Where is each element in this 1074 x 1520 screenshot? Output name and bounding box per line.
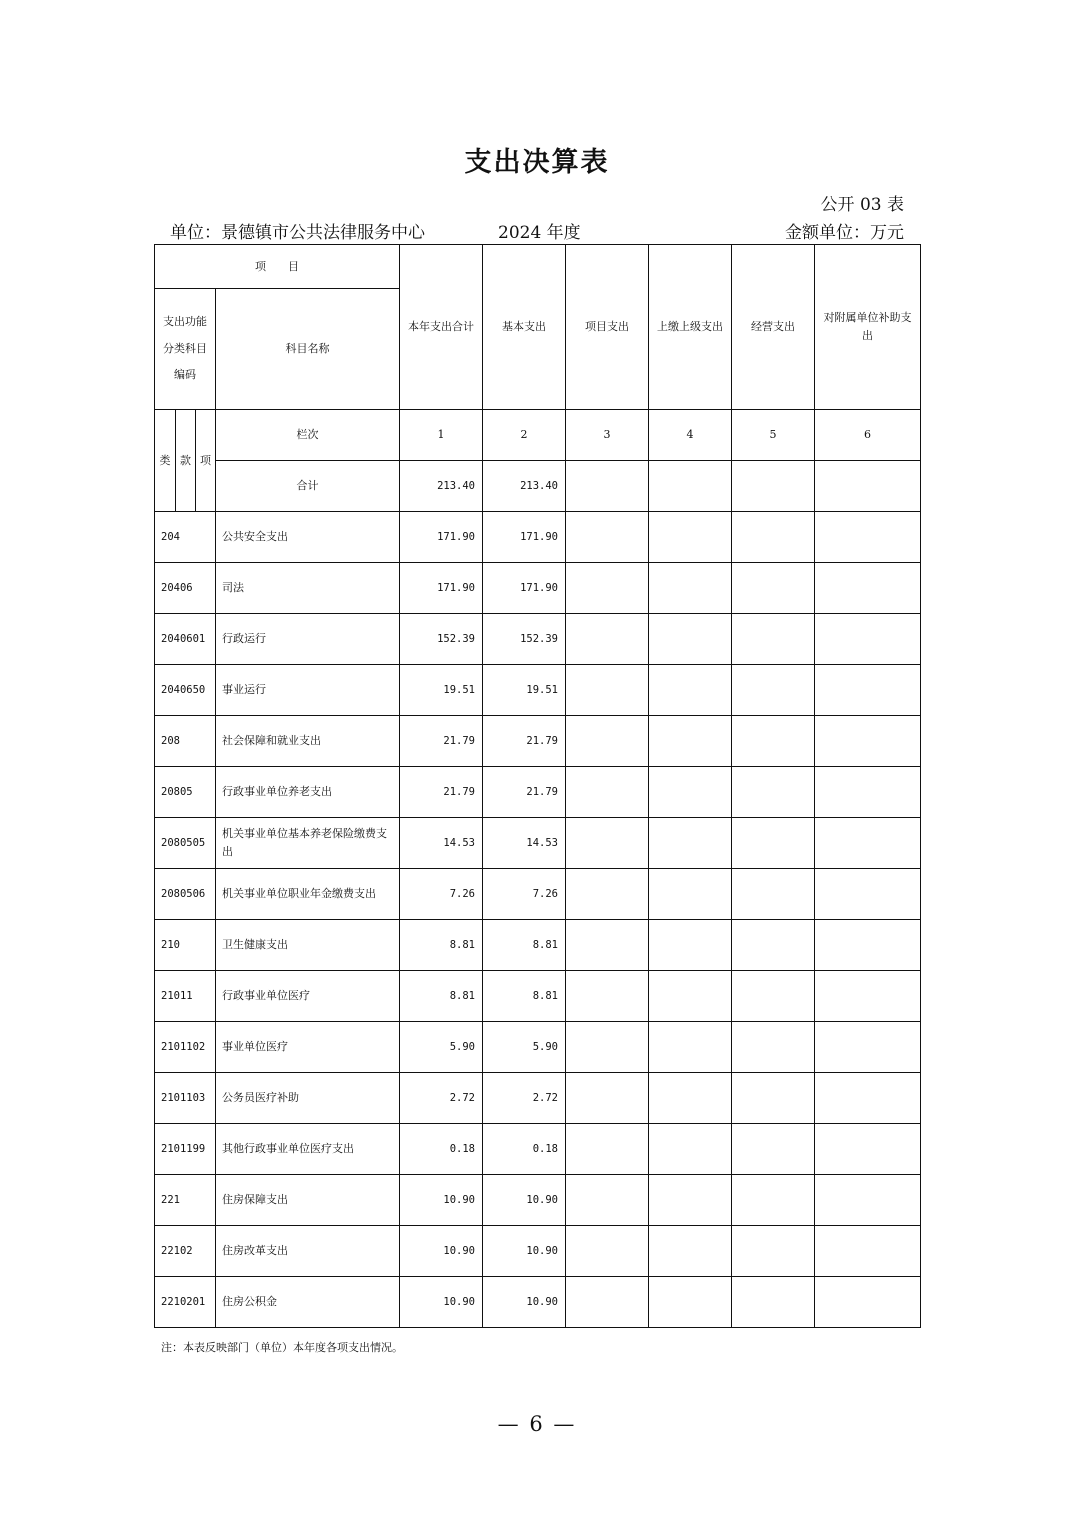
col-index-3: 3	[566, 410, 649, 461]
row-basic: 8.81	[483, 971, 566, 1022]
row-basic: 14.53	[483, 818, 566, 869]
row-basic: 21.79	[483, 767, 566, 818]
row-total: 10.90	[400, 1175, 483, 1226]
row-total: 2.72	[400, 1073, 483, 1124]
row-name: 司法	[216, 563, 400, 614]
row-name: 住房保障支出	[216, 1175, 400, 1226]
row-upper	[649, 512, 732, 563]
header-lei: 类	[155, 410, 176, 512]
total-row-project	[566, 461, 649, 512]
row-name: 住房改革支出	[216, 1226, 400, 1277]
table-note: 注：本表反映部门（单位）本年度各项支出情况。	[161, 1341, 403, 1354]
row-total: 7.26	[400, 869, 483, 920]
form-number: 公开 03 表	[820, 195, 904, 215]
row-name: 行政事业单位养老支出	[216, 767, 400, 818]
row-business	[732, 563, 815, 614]
header-basic: 基本支出	[483, 245, 566, 410]
row-project	[566, 563, 649, 614]
row-basic: 10.90	[483, 1226, 566, 1277]
row-total: 10.90	[400, 1226, 483, 1277]
row-subsidy	[815, 767, 921, 818]
table-row	[155, 869, 921, 920]
table-row	[155, 665, 921, 716]
row-name: 行政事业单位医疗	[216, 971, 400, 1022]
table-row	[155, 1226, 921, 1277]
total-row-total: 213.40	[400, 461, 483, 512]
row-total: 21.79	[400, 716, 483, 767]
header-code-group: 支出功能分类科目编码	[155, 289, 216, 410]
row-basic: 21.79	[483, 716, 566, 767]
row-business	[732, 869, 815, 920]
row-total: 14.53	[400, 818, 483, 869]
unit-label: 单位：景德镇市公共法律服务中心	[170, 223, 425, 243]
row-upper	[649, 1226, 732, 1277]
row-total: 5.90	[400, 1022, 483, 1073]
row-project	[566, 1124, 649, 1175]
row-project	[566, 869, 649, 920]
row-project	[566, 614, 649, 665]
row-project	[566, 665, 649, 716]
row-business	[732, 1175, 815, 1226]
header-item: 项 目	[155, 245, 400, 289]
currency-unit: 金额单位：万元	[785, 223, 904, 243]
row-code: 21011	[155, 971, 216, 1022]
row-total: 10.90	[400, 1277, 483, 1328]
row-business	[732, 767, 815, 818]
row-upper	[649, 1124, 732, 1175]
row-subsidy	[815, 1277, 921, 1328]
row-code: 210	[155, 920, 216, 971]
row-project	[566, 512, 649, 563]
row-total: 0.18	[400, 1124, 483, 1175]
row-business	[732, 1277, 815, 1328]
row-upper	[649, 818, 732, 869]
row-code: 221	[155, 1175, 216, 1226]
row-total: 171.90	[400, 512, 483, 563]
row-name: 事业单位医疗	[216, 1022, 400, 1073]
row-basic: 0.18	[483, 1124, 566, 1175]
header-upper: 上缴上级支出	[649, 245, 732, 410]
row-project	[566, 971, 649, 1022]
row-subsidy	[815, 1022, 921, 1073]
row-name: 社会保障和就业支出	[216, 716, 400, 767]
row-business	[732, 818, 815, 869]
row-business	[732, 512, 815, 563]
row-code: 2040601	[155, 614, 216, 665]
row-business	[732, 1073, 815, 1124]
row-upper	[649, 563, 732, 614]
table-row	[155, 920, 921, 971]
row-business	[732, 1124, 815, 1175]
table-row	[155, 512, 921, 563]
row-upper	[649, 665, 732, 716]
table-row	[155, 1277, 921, 1328]
table-row	[155, 971, 921, 1022]
row-project	[566, 1175, 649, 1226]
row-total: 152.39	[400, 614, 483, 665]
row-subsidy	[815, 920, 921, 971]
total-row-label: 合计	[216, 461, 400, 512]
page-title: 支出决算表	[464, 147, 610, 178]
row-code: 2101103	[155, 1073, 216, 1124]
row-upper	[649, 767, 732, 818]
row-project	[566, 1226, 649, 1277]
header-total: 本年支出合计	[400, 245, 483, 410]
row-total: 8.81	[400, 971, 483, 1022]
table-row	[155, 1124, 921, 1175]
row-subsidy	[815, 512, 921, 563]
row-subsidy	[815, 1226, 921, 1277]
header-kuan: 款	[176, 410, 196, 512]
row-code: 2080505	[155, 818, 216, 869]
row-business	[732, 1226, 815, 1277]
header-project: 项目支出	[566, 245, 649, 410]
row-upper	[649, 1277, 732, 1328]
header-lanci: 栏次	[216, 410, 400, 461]
row-name: 行政运行	[216, 614, 400, 665]
row-basic: 8.81	[483, 920, 566, 971]
row-name: 卫生健康支出	[216, 920, 400, 971]
row-basic: 10.90	[483, 1175, 566, 1226]
row-name: 机关事业单位基本养老保险缴费支出	[216, 818, 400, 869]
row-subsidy	[815, 665, 921, 716]
row-subsidy	[815, 971, 921, 1022]
row-code: 2101102	[155, 1022, 216, 1073]
row-subsidy	[815, 869, 921, 920]
table-row	[155, 1175, 921, 1226]
col-index-1: 1	[400, 410, 483, 461]
row-project	[566, 818, 649, 869]
row-name: 其他行政事业单位医疗支出	[216, 1124, 400, 1175]
row-basic: 19.51	[483, 665, 566, 716]
row-basic: 2.72	[483, 1073, 566, 1124]
row-business	[732, 665, 815, 716]
row-business	[732, 971, 815, 1022]
row-basic: 152.39	[483, 614, 566, 665]
table-row	[155, 767, 921, 818]
row-project	[566, 767, 649, 818]
row-project	[566, 1073, 649, 1124]
page-number: — 6 —	[497, 1412, 577, 1436]
row-code: 2040650	[155, 665, 216, 716]
row-subsidy	[815, 1073, 921, 1124]
row-business	[732, 716, 815, 767]
col-index-4: 4	[649, 410, 732, 461]
row-upper	[649, 1175, 732, 1226]
row-name: 住房公积金	[216, 1277, 400, 1328]
col-index-2: 2	[483, 410, 566, 461]
col-index-5: 5	[732, 410, 815, 461]
row-basic: 5.90	[483, 1022, 566, 1073]
row-project	[566, 1277, 649, 1328]
table-row	[155, 818, 921, 869]
row-subsidy	[815, 614, 921, 665]
total-row-upper	[649, 461, 732, 512]
header-subsidy: 对附属单位补助支出	[815, 245, 921, 410]
table-row	[155, 614, 921, 665]
row-upper	[649, 716, 732, 767]
row-subsidy	[815, 1124, 921, 1175]
row-total: 21.79	[400, 767, 483, 818]
row-code: 2080506	[155, 869, 216, 920]
table-row	[155, 1073, 921, 1124]
row-business	[732, 614, 815, 665]
table-row	[155, 716, 921, 767]
row-upper	[649, 920, 732, 971]
row-upper	[649, 971, 732, 1022]
row-code: 208	[155, 716, 216, 767]
row-name: 公务员医疗补助	[216, 1073, 400, 1124]
row-name: 公共安全支出	[216, 512, 400, 563]
header-name: 科目名称	[216, 289, 400, 410]
row-total: 8.81	[400, 920, 483, 971]
row-upper	[649, 869, 732, 920]
row-code: 2101199	[155, 1124, 216, 1175]
row-basic: 10.90	[483, 1277, 566, 1328]
header-xiang: 项	[196, 410, 216, 512]
row-code: 22102	[155, 1226, 216, 1277]
header-business: 经营支出	[732, 245, 815, 410]
fiscal-year: 2024 年度	[498, 223, 581, 243]
row-basic: 171.90	[483, 563, 566, 614]
row-basic: 7.26	[483, 869, 566, 920]
row-code: 204	[155, 512, 216, 563]
row-subsidy	[815, 818, 921, 869]
row-subsidy	[815, 563, 921, 614]
row-code: 2210201	[155, 1277, 216, 1328]
expenditure-table	[154, 244, 921, 1328]
row-project	[566, 716, 649, 767]
total-row-basic: 213.40	[483, 461, 566, 512]
row-project	[566, 1022, 649, 1073]
row-subsidy	[815, 716, 921, 767]
row-name: 事业运行	[216, 665, 400, 716]
row-upper	[649, 1022, 732, 1073]
col-index-6: 6	[815, 410, 921, 461]
row-code: 20805	[155, 767, 216, 818]
row-business	[732, 1022, 815, 1073]
row-business	[732, 920, 815, 971]
row-total: 171.90	[400, 563, 483, 614]
row-subsidy	[815, 1175, 921, 1226]
row-code: 20406	[155, 563, 216, 614]
row-upper	[649, 1073, 732, 1124]
total-row-subsidy	[815, 461, 921, 512]
table-row	[155, 1022, 921, 1073]
total-row-business	[732, 461, 815, 512]
row-total: 19.51	[400, 665, 483, 716]
row-project	[566, 920, 649, 971]
row-name: 机关事业单位职业年金缴费支出	[216, 869, 400, 920]
table-row	[155, 563, 921, 614]
row-basic: 171.90	[483, 512, 566, 563]
row-upper	[649, 614, 732, 665]
